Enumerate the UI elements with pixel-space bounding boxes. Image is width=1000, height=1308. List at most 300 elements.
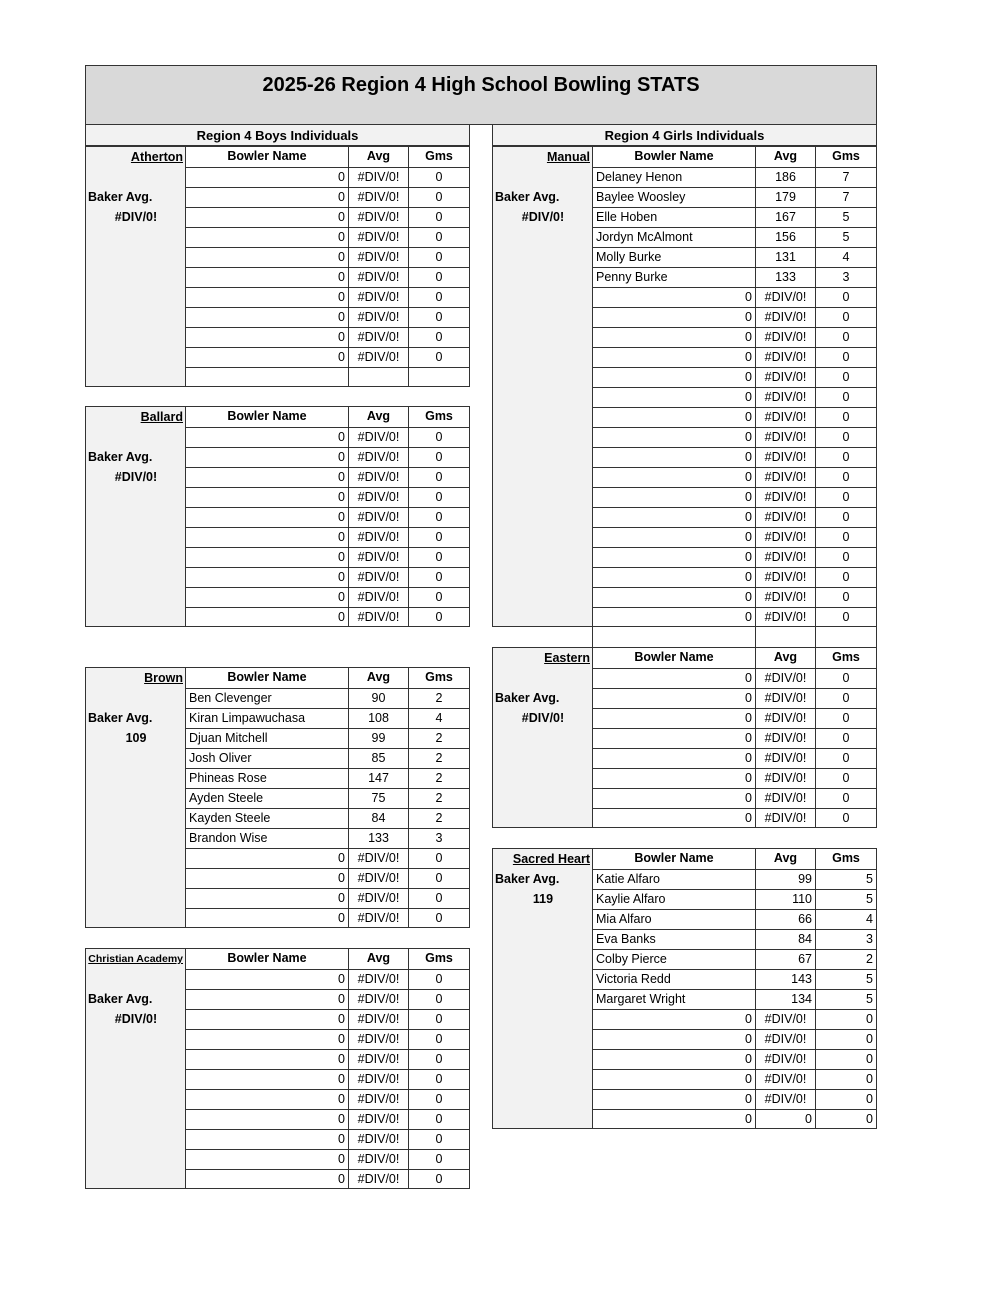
bowler-name[interactable]: 0 xyxy=(186,248,349,267)
bowler-name[interactable]: 0 xyxy=(593,789,756,808)
bowler-avg[interactable]: #DIV/0! xyxy=(349,448,409,467)
bowler-name[interactable]: Kiran Limpawuchasa xyxy=(186,709,349,728)
bowler-name[interactable]: 0 xyxy=(593,588,756,607)
bowler-name[interactable]: Margaret Wright xyxy=(593,990,756,1009)
bowler-games[interactable]: 0 xyxy=(842,530,850,544)
bowler-avg[interactable]: #DIV/0! xyxy=(756,769,816,788)
bowler-avg[interactable]: #DIV/0! xyxy=(756,528,816,547)
bowler-avg[interactable] xyxy=(349,368,409,387)
bowler-games[interactable]: 2 xyxy=(435,691,443,705)
bowler-name[interactable]: 0 xyxy=(186,548,349,567)
bowler-avg[interactable]: #DIV/0! xyxy=(756,1070,816,1089)
baker-avg-label: Baker Avg. xyxy=(495,872,560,886)
bowler-name[interactable]: 0 xyxy=(593,1010,756,1029)
bowler-name[interactable]: 0 xyxy=(593,548,756,567)
bowler-avg[interactable]: 133 xyxy=(756,268,816,287)
bowler-avg[interactable]: #DIV/0! xyxy=(349,268,409,287)
bowler-name[interactable]: Elle Hoben xyxy=(593,208,756,227)
bowler-name[interactable]: 0 xyxy=(593,508,756,527)
column-header-row xyxy=(186,668,469,688)
bowler-avg[interactable]: #DIV/0! xyxy=(349,990,409,1009)
bowler-games[interactable]: 0 xyxy=(842,450,850,464)
bowler-avg[interactable]: 133 xyxy=(349,829,409,848)
bowler-row xyxy=(593,187,876,207)
bowler-games[interactable]: 5 xyxy=(842,210,850,224)
bowler-games[interactable]: 0 xyxy=(435,610,443,624)
bowler-name[interactable]: Delaney Henon xyxy=(593,168,756,187)
bowler-row xyxy=(593,808,876,828)
bowler-games[interactable]: 0 xyxy=(435,510,443,524)
bowler-games[interactable]: 0 xyxy=(435,1052,443,1066)
bowler-row xyxy=(593,287,876,307)
bowler-games[interactable]: 5 xyxy=(842,230,850,244)
bowler-games[interactable]: 0 xyxy=(842,691,850,705)
bowler-games[interactable]: 2 xyxy=(435,771,443,785)
bowler-avg[interactable]: #DIV/0! xyxy=(756,749,816,768)
bowler-avg[interactable]: 84 xyxy=(756,930,816,949)
bowler-name[interactable]: 0 xyxy=(186,188,349,207)
bowler-name[interactable]: Katie Alfaro xyxy=(593,870,756,889)
bowler-row xyxy=(186,187,469,207)
bowler-games[interactable]: 0 xyxy=(842,350,850,364)
bowler-games[interactable]: 0 xyxy=(866,1052,873,1066)
bowler-games[interactable]: 0 xyxy=(842,590,850,604)
bowler-name[interactable]: 0 xyxy=(593,388,756,407)
bowler-games[interactable]: 0 xyxy=(435,550,443,564)
bowler-avg[interactable]: #DIV/0! xyxy=(756,1050,816,1069)
bowler-avg[interactable]: #DIV/0! xyxy=(349,1030,409,1049)
col-header-bowler-name: Bowler Name xyxy=(186,147,349,167)
bowler-avg[interactable]: #DIV/0! xyxy=(756,488,816,507)
bowler-name[interactable]: 0 xyxy=(186,468,349,487)
bowler-name[interactable]: 0 xyxy=(186,869,349,888)
bowler-avg[interactable]: 99 xyxy=(349,729,409,748)
bowler-games[interactable]: 0 xyxy=(842,751,850,765)
bowler-avg[interactable]: #DIV/0! xyxy=(756,1090,816,1109)
bowler-name[interactable]: 0 xyxy=(593,1090,756,1109)
bowler-avg[interactable]: #DIV/0! xyxy=(756,1010,816,1029)
bowler-games[interactable]: 0 xyxy=(435,290,443,304)
bowler-avg[interactable]: 186 xyxy=(756,168,816,187)
bowler-games[interactable]: 0 xyxy=(435,570,443,584)
bowler-avg[interactable]: #DIV/0! xyxy=(756,348,816,367)
bowler-games[interactable]: 0 xyxy=(435,190,443,204)
bowler-name[interactable]: Baylee Woosley xyxy=(593,188,756,207)
bowler-games[interactable]: 0 xyxy=(435,530,443,544)
bowler-avg[interactable]: 167 xyxy=(756,208,816,227)
bowler-name[interactable]: 0 xyxy=(593,1050,756,1069)
bowler-avg[interactable]: 0 xyxy=(756,1110,816,1129)
bowler-name[interactable]: 0 xyxy=(186,1030,349,1049)
col-header-gms: Gms xyxy=(832,851,860,865)
bowler-games[interactable]: 0 xyxy=(435,1132,443,1146)
bowler-games[interactable]: 0 xyxy=(866,1072,873,1086)
baker-avg-value: #DIV/0! xyxy=(114,1012,158,1026)
bowler-name[interactable]: 0 xyxy=(186,1130,349,1149)
bowler-name[interactable]: Brandon Wise xyxy=(186,829,349,848)
bowler-avg[interactable]: #DIV/0! xyxy=(756,308,816,327)
bowler-games[interactable]: 0 xyxy=(842,470,850,484)
bowler-games[interactable]: 2 xyxy=(866,952,873,966)
bowler-games[interactable]: 0 xyxy=(842,811,850,825)
bowler-avg[interactable]: 147 xyxy=(349,769,409,788)
bowler-avg[interactable]: #DIV/0! xyxy=(756,448,816,467)
bowler-games[interactable]: 0 xyxy=(435,490,443,504)
bowler-name[interactable]: 0 xyxy=(593,488,756,507)
bowler-name[interactable]: Penny Burke xyxy=(593,268,756,287)
bowler-games[interactable]: 0 xyxy=(842,610,850,624)
team-name: Eastern xyxy=(544,651,590,665)
bowler-avg[interactable]: 143 xyxy=(756,970,816,989)
bowler-name[interactable]: Phineas Rose xyxy=(186,769,349,788)
bowler-row xyxy=(186,728,469,748)
bowler-avg[interactable]: #DIV/0! xyxy=(756,468,816,487)
bowler-name[interactable]: 0 xyxy=(186,1090,349,1109)
bowler-avg[interactable]: #DIV/0! xyxy=(349,288,409,307)
bowler-name[interactable]: 0 xyxy=(593,729,756,748)
bowler-games[interactable]: 5 xyxy=(866,892,873,906)
bowler-name[interactable]: Molly Burke xyxy=(593,248,756,267)
bowler-name[interactable]: 0 xyxy=(593,368,756,387)
bowler-name[interactable]: 0 xyxy=(593,428,756,447)
bowler-games[interactable]: 0 xyxy=(435,430,443,444)
bowler-games[interactable]: 0 xyxy=(842,330,850,344)
bowler-games[interactable]: 0 xyxy=(435,470,443,484)
bowler-games[interactable]: 3 xyxy=(435,831,443,845)
bowler-name[interactable] xyxy=(186,368,349,387)
bowler-games[interactable]: 0 xyxy=(435,250,443,264)
bowler-name[interactable]: 0 xyxy=(186,1050,349,1069)
bowler-avg[interactable]: #DIV/0! xyxy=(349,428,409,447)
bowler-name[interactable]: 0 xyxy=(593,809,756,828)
bowler-row xyxy=(593,387,876,407)
bowler-avg[interactable]: #DIV/0! xyxy=(349,588,409,607)
bowler-avg[interactable]: #DIV/0! xyxy=(349,528,409,547)
bowler-row xyxy=(593,1069,876,1089)
bowler-row xyxy=(593,889,876,909)
bowler-avg[interactable]: #DIV/0! xyxy=(756,809,816,828)
bowler-games[interactable]: 0 xyxy=(842,731,850,745)
bowler-avg[interactable]: 90 xyxy=(349,689,409,708)
bowler-games[interactable]: 0 xyxy=(842,410,850,424)
bowler-row xyxy=(186,327,469,347)
bowler-games[interactable]: 0 xyxy=(842,671,850,685)
bowler-games[interactable]: 0 xyxy=(842,711,850,725)
bowler-name[interactable]: Victoria Redd xyxy=(593,970,756,989)
bowler-games[interactable] xyxy=(409,368,469,387)
bowler-games[interactable]: 2 xyxy=(435,751,443,765)
bowler-row xyxy=(593,949,876,969)
bowler-avg[interactable]: #DIV/0! xyxy=(349,1150,409,1169)
bowler-avg[interactable]: #DIV/0! xyxy=(349,889,409,908)
bowler-name[interactable]: Ben Clevenger xyxy=(186,689,349,708)
bowler-avg[interactable]: #DIV/0! xyxy=(349,970,409,989)
col-header-bowler-name: Bowler Name xyxy=(593,849,756,869)
bowler-avg[interactable]: #DIV/0! xyxy=(756,408,816,427)
bowler-name[interactable]: 0 xyxy=(186,348,349,367)
bowler-games[interactable]: 0 xyxy=(435,972,443,986)
bowler-games[interactable]: 0 xyxy=(435,851,443,865)
bowler-row xyxy=(186,287,469,307)
bowler-name[interactable]: 0 xyxy=(593,308,756,327)
bowler-name[interactable]: Josh Oliver xyxy=(186,749,349,768)
bowler-avg[interactable]: 75 xyxy=(349,789,409,808)
bowler-name[interactable]: 0 xyxy=(186,849,349,868)
bowler-games[interactable]: 0 xyxy=(842,771,850,785)
bowler-row xyxy=(186,748,469,768)
bowler-name[interactable]: 0 xyxy=(186,990,349,1009)
bowler-name[interactable]: 0 xyxy=(593,709,756,728)
bowler-games[interactable]: 0 xyxy=(866,1012,873,1026)
bowler-games[interactable]: 0 xyxy=(842,290,850,304)
bowler-avg[interactable]: 131 xyxy=(756,248,816,267)
col-header-bowler-name: Bowler Name xyxy=(593,147,756,167)
bowler-avg[interactable]: 66 xyxy=(756,910,816,929)
girls-section-header xyxy=(492,125,877,146)
bowler-games[interactable]: 0 xyxy=(435,911,443,925)
team-name: Brown xyxy=(144,671,183,685)
bowler-avg[interactable]: 85 xyxy=(349,749,409,768)
bowler-name[interactable]: 0 xyxy=(186,308,349,327)
blank-spacer-row xyxy=(592,627,877,648)
bowler-games[interactable]: 0 xyxy=(842,370,850,384)
bowler-games[interactable]: 0 xyxy=(435,270,443,284)
bowler-name[interactable]: 0 xyxy=(186,208,349,227)
bowler-avg[interactable]: 84 xyxy=(349,809,409,828)
bowler-games[interactable]: 0 xyxy=(435,330,443,344)
bowler-games[interactable]: 0 xyxy=(842,390,850,404)
bowler-name[interactable]: 0 xyxy=(186,909,349,928)
bowler-name[interactable]: 0 xyxy=(593,408,756,427)
bowler-avg[interactable]: #DIV/0! xyxy=(756,729,816,748)
bowler-games[interactable]: 4 xyxy=(842,250,850,264)
bowler-games[interactable]: 0 xyxy=(435,1072,443,1086)
bowler-games[interactable]: 0 xyxy=(435,1012,443,1026)
bowler-name[interactable]: Kayden Steele xyxy=(186,809,349,828)
bowler-name[interactable]: 0 xyxy=(593,288,756,307)
bowler-games[interactable]: 7 xyxy=(842,170,850,184)
bowler-row xyxy=(186,908,469,928)
bowler-name[interactable]: 0 xyxy=(593,769,756,788)
bowler-row xyxy=(593,347,876,367)
bowler-games[interactable]: 0 xyxy=(435,992,443,1006)
bowler-name[interactable]: 0 xyxy=(186,268,349,287)
bowler-name[interactable]: 0 xyxy=(593,468,756,487)
bowler-games[interactable]: 0 xyxy=(435,350,443,364)
bowler-name[interactable]: 0 xyxy=(186,428,349,447)
bowler-name[interactable]: 0 xyxy=(186,488,349,507)
bowler-avg[interactable]: #DIV/0! xyxy=(349,1070,409,1089)
bowler-games[interactable]: 0 xyxy=(435,891,443,905)
bowler-games[interactable]: 3 xyxy=(842,270,850,284)
bowler-games[interactable]: 0 xyxy=(435,1172,443,1186)
bowler-avg[interactable]: #DIV/0! xyxy=(349,849,409,868)
bowler-avg[interactable]: #DIV/0! xyxy=(349,308,409,327)
bowler-row xyxy=(186,989,469,1009)
bowler-avg[interactable]: #DIV/0! xyxy=(349,488,409,507)
bowler-avg[interactable]: #DIV/0! xyxy=(349,608,409,627)
bowler-games[interactable]: 0 xyxy=(842,310,850,324)
bowler-avg[interactable]: #DIV/0! xyxy=(349,568,409,587)
bowler-avg[interactable]: 110 xyxy=(756,890,816,909)
bowler-avg[interactable]: #DIV/0! xyxy=(756,669,816,688)
bowler-name[interactable]: 0 xyxy=(186,568,349,587)
bowler-name[interactable]: 0 xyxy=(186,528,349,547)
bowler-games[interactable]: 0 xyxy=(842,570,850,584)
bowler-row xyxy=(593,307,876,327)
bowler-avg[interactable]: #DIV/0! xyxy=(756,588,816,607)
bowler-name[interactable]: 0 xyxy=(186,1170,349,1189)
bowler-name[interactable]: Djuan Mitchell xyxy=(186,729,349,748)
bowler-avg[interactable]: #DIV/0! xyxy=(349,909,409,928)
bowler-name[interactable]: 0 xyxy=(186,608,349,627)
bowler-avg[interactable]: #DIV/0! xyxy=(349,1170,409,1189)
bowler-avg[interactable]: #DIV/0! xyxy=(756,568,816,587)
col-header-gms: Gms xyxy=(832,149,860,163)
bowler-name[interactable]: 0 xyxy=(593,1030,756,1049)
bowler-name[interactable]: 0 xyxy=(186,168,349,187)
bowler-name[interactable]: 0 xyxy=(186,1070,349,1089)
bowler-name[interactable]: Ayden Steele xyxy=(186,789,349,808)
bowler-name[interactable]: 0 xyxy=(186,328,349,347)
bowler-avg[interactable]: #DIV/0! xyxy=(756,1030,816,1049)
bowler-avg[interactable]: #DIV/0! xyxy=(349,468,409,487)
bowler-avg[interactable]: #DIV/0! xyxy=(349,168,409,187)
bowler-avg[interactable]: #DIV/0! xyxy=(349,508,409,527)
bowler-name[interactable]: 0 xyxy=(186,228,349,247)
bowler-name[interactable]: 0 xyxy=(186,588,349,607)
bowler-name[interactable]: 0 xyxy=(186,508,349,527)
bowler-name[interactable]: 0 xyxy=(186,970,349,989)
bowler-avg[interactable]: #DIV/0! xyxy=(756,328,816,347)
bowler-avg[interactable]: #DIV/0! xyxy=(349,208,409,227)
bowler-games[interactable]: 0 xyxy=(842,550,850,564)
bowler-name[interactable]: Jordyn McAlmont xyxy=(593,228,756,247)
bowler-games[interactable]: 0 xyxy=(842,430,850,444)
bowler-name[interactable]: 0 xyxy=(593,669,756,688)
bowler-name[interactable]: 0 xyxy=(593,528,756,547)
bowler-avg[interactable]: 156 xyxy=(756,228,816,247)
bowler-games[interactable]: 4 xyxy=(435,711,443,725)
bowler-name[interactable]: Mia Alfaro xyxy=(593,910,756,929)
bowler-avg[interactable]: 99 xyxy=(756,870,816,889)
bowler-avg[interactable]: #DIV/0! xyxy=(349,348,409,367)
bowler-games[interactable]: 5 xyxy=(866,872,873,886)
bowler-name[interactable]: 0 xyxy=(186,889,349,908)
bowler-games[interactable]: 0 xyxy=(435,450,443,464)
bowler-games[interactable]: 2 xyxy=(435,731,443,745)
bowler-games[interactable]: 0 xyxy=(866,1112,873,1126)
bowler-name[interactable]: Colby Pierce xyxy=(593,950,756,969)
bowler-name[interactable]: 0 xyxy=(593,328,756,347)
col-header-bowler-name: Bowler Name xyxy=(186,668,349,688)
bowler-name[interactable]: Kaylie Alfaro xyxy=(593,890,756,909)
bowler-avg[interactable]: #DIV/0! xyxy=(756,428,816,447)
bowler-name[interactable]: 0 xyxy=(593,1070,756,1089)
bowler-name[interactable]: 0 xyxy=(593,568,756,587)
bowler-avg[interactable]: 67 xyxy=(756,950,816,969)
bowler-name[interactable]: 0 xyxy=(186,1010,349,1029)
bowler-avg[interactable]: #DIV/0! xyxy=(349,328,409,347)
bowler-name[interactable]: 0 xyxy=(593,448,756,467)
bowler-games[interactable]: 0 xyxy=(435,230,443,244)
bowler-name[interactable]: 0 xyxy=(186,1110,349,1129)
bowler-games[interactable]: 0 xyxy=(842,490,850,504)
bowler-avg[interactable]: #DIV/0! xyxy=(349,188,409,207)
bowler-games[interactable]: 0 xyxy=(435,1112,443,1126)
bowler-games[interactable]: 0 xyxy=(866,1032,873,1046)
bowler-avg[interactable]: #DIV/0! xyxy=(349,869,409,888)
bowler-name[interactable]: 0 xyxy=(593,608,756,627)
bowler-name[interactable]: 0 xyxy=(593,689,756,708)
bowler-games[interactable]: 0 xyxy=(435,871,443,885)
bowler-name[interactable]: 0 xyxy=(186,448,349,467)
bowler-row xyxy=(593,909,876,929)
bowler-games[interactable]: 7 xyxy=(842,190,850,204)
bowler-games[interactable]: 3 xyxy=(866,932,873,946)
team-name: Christian Academy xyxy=(88,953,183,965)
bowler-avg[interactable]: #DIV/0! xyxy=(756,689,816,708)
bowler-name[interactable]: 0 xyxy=(593,749,756,768)
bowler-games[interactable]: 0 xyxy=(435,1152,443,1166)
bowler-name[interactable]: Eva Banks xyxy=(593,930,756,949)
bowler-name[interactable]: 0 xyxy=(186,1150,349,1169)
bowler-avg[interactable]: #DIV/0! xyxy=(756,709,816,728)
bowler-avg[interactable]: #DIV/0! xyxy=(756,789,816,808)
bowler-avg[interactable]: #DIV/0! xyxy=(756,368,816,387)
bowler-games[interactable]: 5 xyxy=(866,992,873,1006)
bowler-row xyxy=(593,788,876,808)
bowler-avg[interactable]: #DIV/0! xyxy=(756,508,816,527)
bowler-avg[interactable]: #DIV/0! xyxy=(349,228,409,247)
bowler-games[interactable]: 4 xyxy=(866,912,873,926)
bowler-games[interactable]: 0 xyxy=(435,170,443,184)
bowler-avg[interactable]: 134 xyxy=(756,990,816,1009)
bowler-avg[interactable]: #DIV/0! xyxy=(756,388,816,407)
bowler-games[interactable]: 0 xyxy=(435,1092,443,1106)
bowler-row xyxy=(593,367,876,387)
bowler-games[interactable]: 2 xyxy=(435,791,443,805)
bowler-avg[interactable]: #DIV/0! xyxy=(756,548,816,567)
bowler-avg[interactable]: #DIV/0! xyxy=(349,1010,409,1029)
bowler-avg[interactable]: #DIV/0! xyxy=(349,1090,409,1109)
bowler-games[interactable]: 2 xyxy=(435,811,443,825)
bowler-games[interactable]: 0 xyxy=(435,1032,443,1046)
bowler-games[interactable]: 0 xyxy=(866,1092,873,1106)
bowler-avg[interactable]: 108 xyxy=(349,709,409,728)
bowler-games[interactable]: 0 xyxy=(435,210,443,224)
bowler-games[interactable]: 0 xyxy=(842,791,850,805)
bowler-games[interactable]: 0 xyxy=(435,590,443,604)
bowler-games[interactable]: 0 xyxy=(435,310,443,324)
col-header-gms: Gms xyxy=(425,149,453,163)
bowler-avg[interactable]: #DIV/0! xyxy=(756,608,816,627)
bowler-avg[interactable]: #DIV/0! xyxy=(349,248,409,267)
bowler-avg[interactable]: #DIV/0! xyxy=(349,1050,409,1069)
bowler-avg[interactable]: 179 xyxy=(756,188,816,207)
bowler-avg[interactable]: #DIV/0! xyxy=(349,548,409,567)
bowler-avg[interactable]: #DIV/0! xyxy=(756,288,816,307)
bowler-games[interactable]: 5 xyxy=(866,972,873,986)
bowler-avg[interactable]: #DIV/0! xyxy=(349,1110,409,1129)
baker-avg-value: 119 xyxy=(532,892,554,906)
bowler-row xyxy=(593,1009,876,1029)
bowler-games[interactable]: 0 xyxy=(842,510,850,524)
bowler-avg[interactable]: #DIV/0! xyxy=(349,1130,409,1149)
bowler-name[interactable]: 0 xyxy=(186,288,349,307)
bowler-name[interactable]: 0 xyxy=(593,348,756,367)
bowler-name[interactable]: 0 xyxy=(593,1110,756,1129)
